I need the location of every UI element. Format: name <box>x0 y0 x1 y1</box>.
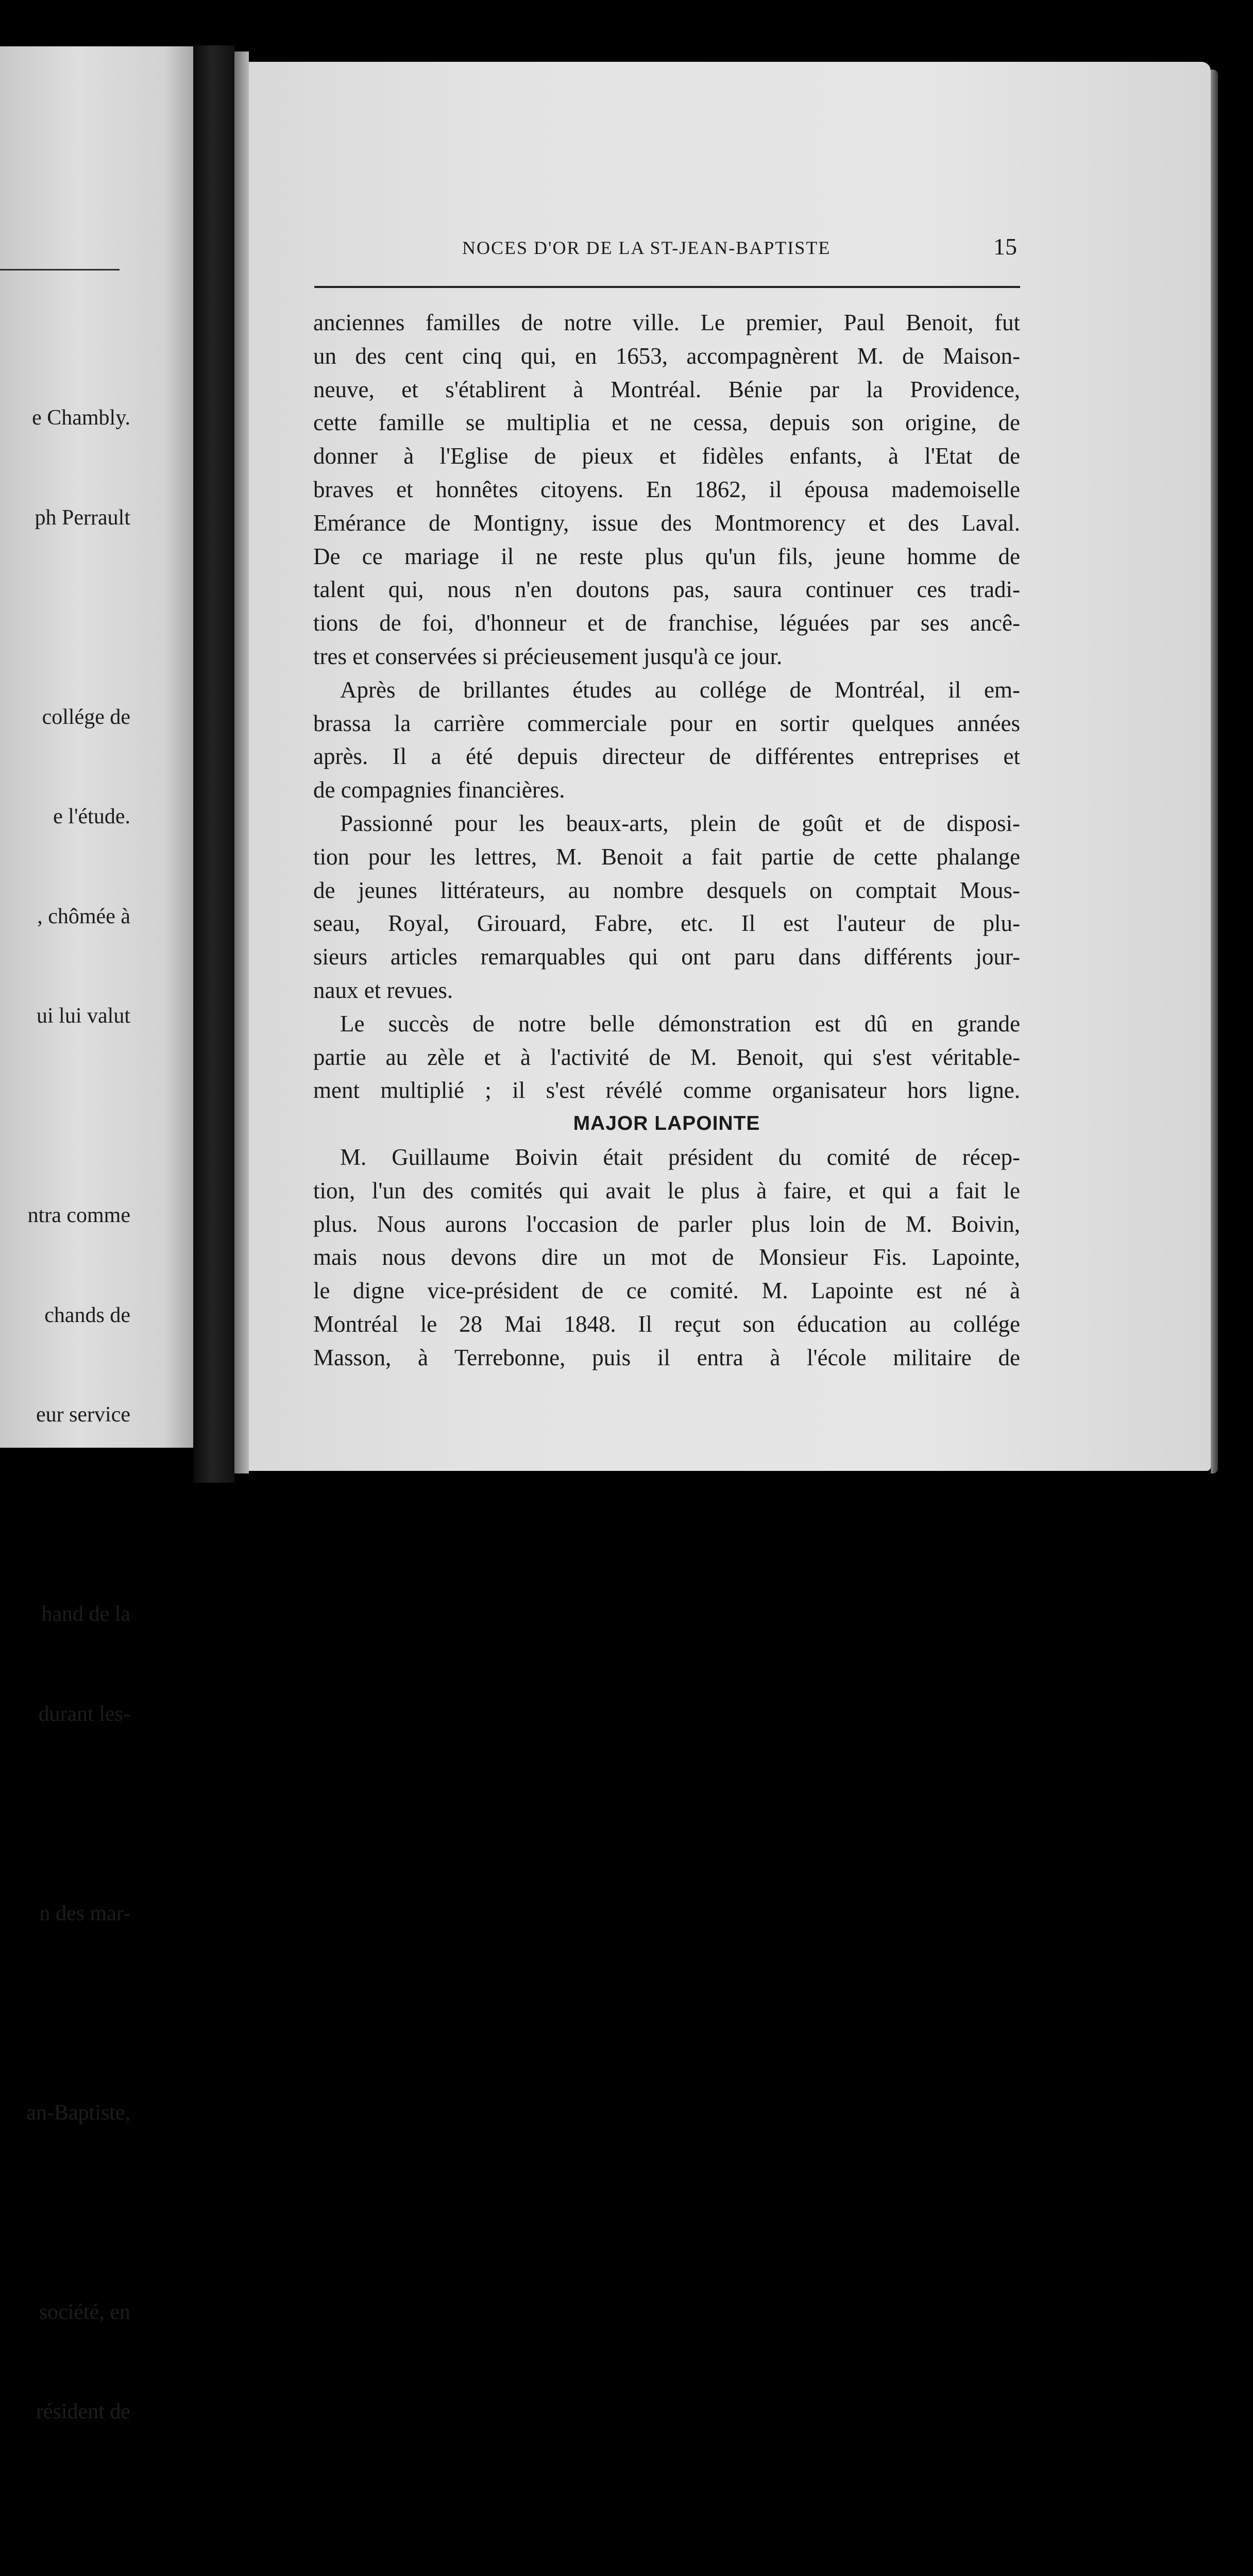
facing-line <box>26 2495 130 2529</box>
text-line: M. Guillaume Boivin était président du comité de récep- <box>340 1144 1020 1170</box>
gutter-shadow <box>234 52 249 1473</box>
header-rule <box>314 286 1020 288</box>
text-line: sieurs articles remarquables qui ont paru dans différents jour- <box>313 944 1020 970</box>
facing-line: e Chambly. <box>32 406 130 430</box>
text-line: tions de foi, d'honneur et de franchise, léguées par ses ancê- <box>313 610 1020 636</box>
text-line: Emérance de Montigny, issue des Montmorency et des Laval. <box>313 510 1020 536</box>
text-line: brassa la carrière commerciale pour en sortir quelques années <box>313 710 1020 736</box>
text-line: De ce mariage il ne reste plus qu'un fils, jeune homme de <box>313 543 1020 569</box>
facing-page-rule <box>0 269 120 270</box>
facing-line: eur service <box>36 1403 130 1427</box>
text-line: Montréal le 28 Mai 1848. Il reçut son éducation au collége <box>313 1311 1020 1337</box>
running-head: NOCES D'OR DE LA ST-JEAN-BAPTISTE <box>462 238 831 258</box>
text-line: partie au zèle et à l'activité de M. Benoit, qui s'est véritable- <box>313 1044 1020 1070</box>
facing-line: durant les- <box>38 1702 130 1726</box>
facing-line: e l'étude. <box>53 805 130 828</box>
facing-line: an-Baptiste, <box>26 2100 130 2125</box>
text-line: neuve, et s'établirent à Montréal. Bénie par la Providence, <box>313 376 1020 402</box>
text-line: talent qui, nous n'en doutons pas, saura continuer ces tradi- <box>313 577 1020 603</box>
text-line: un des cent cinq qui, en 1653, accompagnèrent M. de Maison- <box>313 343 1020 369</box>
facing-line <box>26 1099 130 1133</box>
text-line: mais nous devons dire un mot de Monsieur Fis. Lapointe, <box>313 1244 1020 1270</box>
text-line: cette famille se multiplia et ne cessa, depuis son origine, de <box>313 410 1020 436</box>
text-line: après. Il a été depuis directeur de différentes entreprises et <box>313 743 1020 770</box>
text-line: de compagnies financières. <box>313 777 565 803</box>
text-line: plus. Nous aurons l'occasion de parler plus loin de M. Boivin, <box>313 1211 1020 1237</box>
facing-line <box>26 1996 130 2030</box>
facing-line: hand de la <box>41 1602 130 1626</box>
facing-page-text <box>26 335 130 2576</box>
page-number: 15 <box>993 233 1017 260</box>
text-line: Après de brillantes études au collége de Montréal, il em- <box>340 676 1020 703</box>
facing-line <box>26 1498 130 1532</box>
facing-line <box>26 2196 130 2229</box>
text-line: donner à l'Eglise de pieux et fidèles enfants, à l'Etat de <box>313 443 1020 469</box>
text-line: Masson, à Terrebonne, puis il entra à l'école militaire de <box>313 1344 1020 1370</box>
text-line: seau, Royal, Girouard, Fabre, etc. Il est l'auteur de plu- <box>313 910 1020 937</box>
text-line: tion pour les lettres, M. Benoit a fait partie de cette phalange <box>313 843 1020 870</box>
facing-page <box>0 46 193 2424</box>
text-line: ment multiplié ; il s'est révélé comme organisateur hors ligne. <box>313 1077 1020 1104</box>
facing-line: n des mar- <box>39 1901 130 1925</box>
section-heading: MAJOR LAPOINTE <box>573 1112 760 1135</box>
text-line: tion, l'un des comités qui avait le plus à faire, et qui a fait le <box>313 1177 1020 1204</box>
text-line: Passionné pour les beaux-arts, plein de goût et de disposi- <box>340 810 1020 836</box>
body-text <box>313 306 1020 1375</box>
text-line: le digne vice-président de ce comité. M. Lapointe est né à <box>313 1278 1020 1304</box>
facing-line: , chômée à <box>37 904 130 928</box>
facing-line: résident de <box>36 2400 130 2424</box>
binding-gutter <box>193 45 234 1483</box>
facing-line: ntra comme <box>27 1204 130 1227</box>
text-line: anciennes familles de notre ville. Le premier, Paul Benoit, fut <box>313 310 1020 335</box>
text-line: tres et conservées si précieusement jusqu'à ce jour. <box>313 643 783 669</box>
text-line: Le succès de notre belle démonstration est dû en grande <box>340 1010 1020 1037</box>
facing-line <box>26 601 130 634</box>
facing-line: ui lui valut <box>37 1004 130 1028</box>
facing-line: chands de <box>44 1303 130 1327</box>
facing-line: ph Perrault <box>35 505 130 530</box>
page-edge <box>1211 70 1218 1473</box>
text-line: naux et revues. <box>313 977 453 1003</box>
text-line: braves et honnêtes citoyens. En 1862, il épousa mademoiselle <box>313 476 1020 502</box>
facing-line <box>26 1797 130 1831</box>
text-line: de jeunes littérateurs, au nombre desquels on comptait Mous- <box>313 877 1020 903</box>
facing-line: société, en <box>39 2300 130 2324</box>
facing-line: collége de <box>42 705 130 729</box>
